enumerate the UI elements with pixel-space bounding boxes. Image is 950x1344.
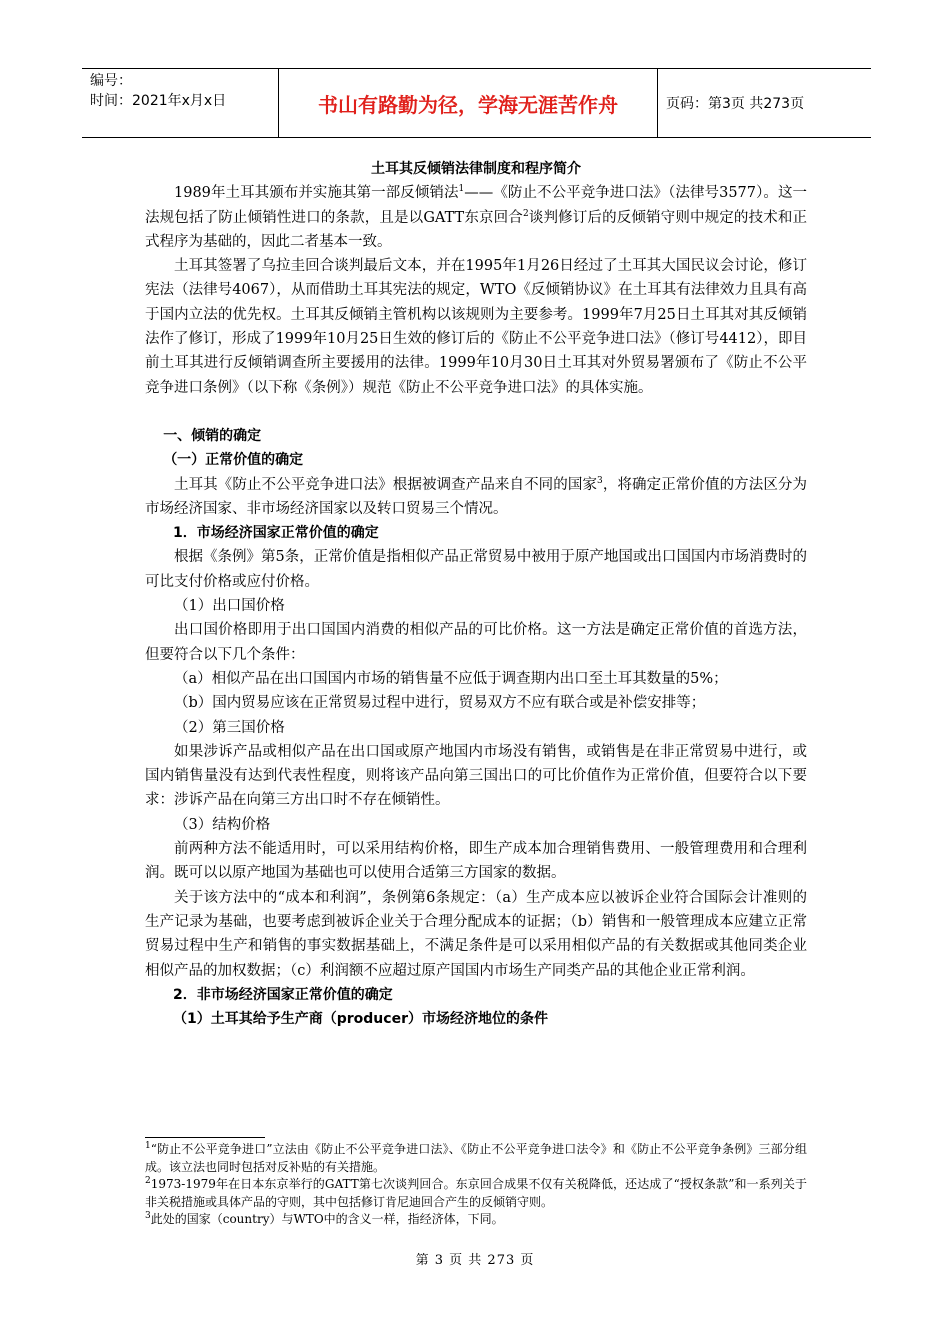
footnote-ref-2[interactable]: 2 (522, 208, 529, 219)
paragraph-4: 根据《条例》第5条，正常价值是指相似产品正常贸易中被用于原产地国或出口国国内市场消费时的可比支付价格或应付价格。 (145, 549, 807, 590)
paragraph-7: 前两种方法不能适用时，可以采用结构价格，即生产成本加合理销售费用、一般管理费用和合理利润。既可以以原产地国为基础也可以使用合适第三方国家的数据。 (145, 841, 807, 882)
doc-title: 土耳其反倾销法律制度和程序简介 (371, 161, 581, 177)
footnote-ref-1[interactable]: 1 (458, 184, 465, 195)
header-meta (82, 69, 278, 137)
paragraph-1: 1989年土耳其颁布并实施其第一部反倾销法$^1$——《防止不公平竞争进口法》（法律号3577）。这一法规包括了防止倾销性进口的条款，且是以GATT东京回合$^2$谈判修订后的反倾销守则中规定的技术和正式程序为基础的，因此二者基本一致。 (145, 184, 808, 250)
sub-constructed-price: （3）结构价格 (174, 816, 271, 833)
page-footer: 第 3 页 共 273 页 (415, 1253, 535, 1268)
paragraph-8: 关于该方法中的“成本和利润”，条例第6条规定：（a）生产成本应以被诉企业符合国际会计准则的生产记录为基础，也要考虑到被诉企业关于合理分配成本的证据；（b）销售和一般管理成本应建立正常贸易过程中生产和销售的事实数据基础上，不满足条件是可以采用相似产品的有关数据或其他同类企业相似产品的加权数据；（c）利润额不应超过原产国国内市场生产同类产品的其他企业正常利润。 (145, 889, 807, 979)
paragraph-3: 土耳其《防止不公平竞争进口法》根据被调查产品来自不同的国家$^3$，将确定正常价值的方法区分为市场经济国家、非市场经济国家以及转口贸易三个情况。 (145, 475, 808, 517)
heading-producer-status: （1）土耳其给予生产商（producer）市场经济地位的条件 (173, 1011, 548, 1028)
footnote-1: $^1$“防止不公平竞争进口”立法由《防止不公平竞争进口法》、《防止不公平竞争进口法令》和《防止不公平竞争条例》三部分组成。该立法也同时包括对反补贴的有关措施。 (145, 1141, 807, 1174)
sub-third-country: （2）第三国价格 (174, 719, 285, 736)
paragraph-5: 出口国价格即用于出口国国内消费的相似产品的可比价格。这一方法是确定正常价值的首选方法，但要符合以下几个条件： (145, 622, 807, 663)
header-page-info: 页码：第3页 共273页 (666, 96, 805, 112)
heading-normal-value: （一）正常价值的确定 (163, 452, 304, 469)
footnote-separator (145, 1137, 265, 1138)
page-header (82, 68, 871, 138)
footnotes (145, 1141, 807, 1229)
heading-market-economy: 1．市场经济国家正常价值的确定 (173, 525, 379, 542)
condition-a: （a）相似产品在出口国国内市场的销售量不应低于调查期内出口至土耳其数量的5%； (174, 670, 728, 687)
footnote-2: $^2$1973-1979年在日本东京举行的GATT第七次谈判回合。东京回合成果不仅有关税降低，还达成了“授权条款”和一系列关于非关税措施或具体产品的守则，其中包括修订肯尼迪回合产生的反倾销守则。 (145, 1176, 807, 1209)
paragraph-6: 如果涉诉产品或相似产品在出口国或原产地国内市场没有销售，或销售是在非正常贸易中进行，或国内销售量没有达到代表性程度，则将该产品向第三国出口的可比价值作为正常价值，但要符合以下要求：涉诉产品在向第三方出口时不存在倾销性。 (145, 743, 807, 809)
heading-non-market: 2．非市场经济国家正常价值的确定 (173, 986, 393, 1003)
footnote-ref-3[interactable]: 3 (597, 475, 603, 486)
date-label: 时间：2021年x月x日 (90, 93, 227, 109)
document-body (145, 157, 807, 1031)
condition-b: （b）国内贸易应该在正常贸易过程中进行，贸易双方不应有联合或是补偿安排等； (174, 695, 706, 712)
paragraph-2: 土耳其签署了乌拉圭回合谈判最后文本，并在1995年1月26日经过了土耳其大国民议会讨论，修订宪法（法律号4067），从而借助土耳其宪法的规定，WTO《反倾销协议》在土耳其有法律效力且具有高于国内立法的优先权。土耳其反倾销主管机构以该规则为主要参考。1999年7月25日土耳其对其反倾销法作了修订，形成了1999年10月25日生效的修订后的《防止不公平竞争进口法》（修订号4412），即目前土耳其进行反倾销调查所主要援用的法律。1999年10月30日土耳其对外贸易署颁布了《防止不公平竞争进口条例》（以下称《条例》）规范《防止不公平竞争进口法》的具体实施。 (145, 258, 807, 396)
code-label: 编号： (90, 73, 132, 89)
sub-export-price: （1）出口国价格 (174, 598, 285, 615)
header-motto: 书山有路勤为径，学海无涯苦作舟 (278, 69, 658, 137)
footnote-3: $^3$此处的国家（country）与WTO中的含义一样，指经济体，下同。 (145, 1211, 504, 1226)
heading-dumping: 一、倾销的确定 (163, 427, 262, 444)
